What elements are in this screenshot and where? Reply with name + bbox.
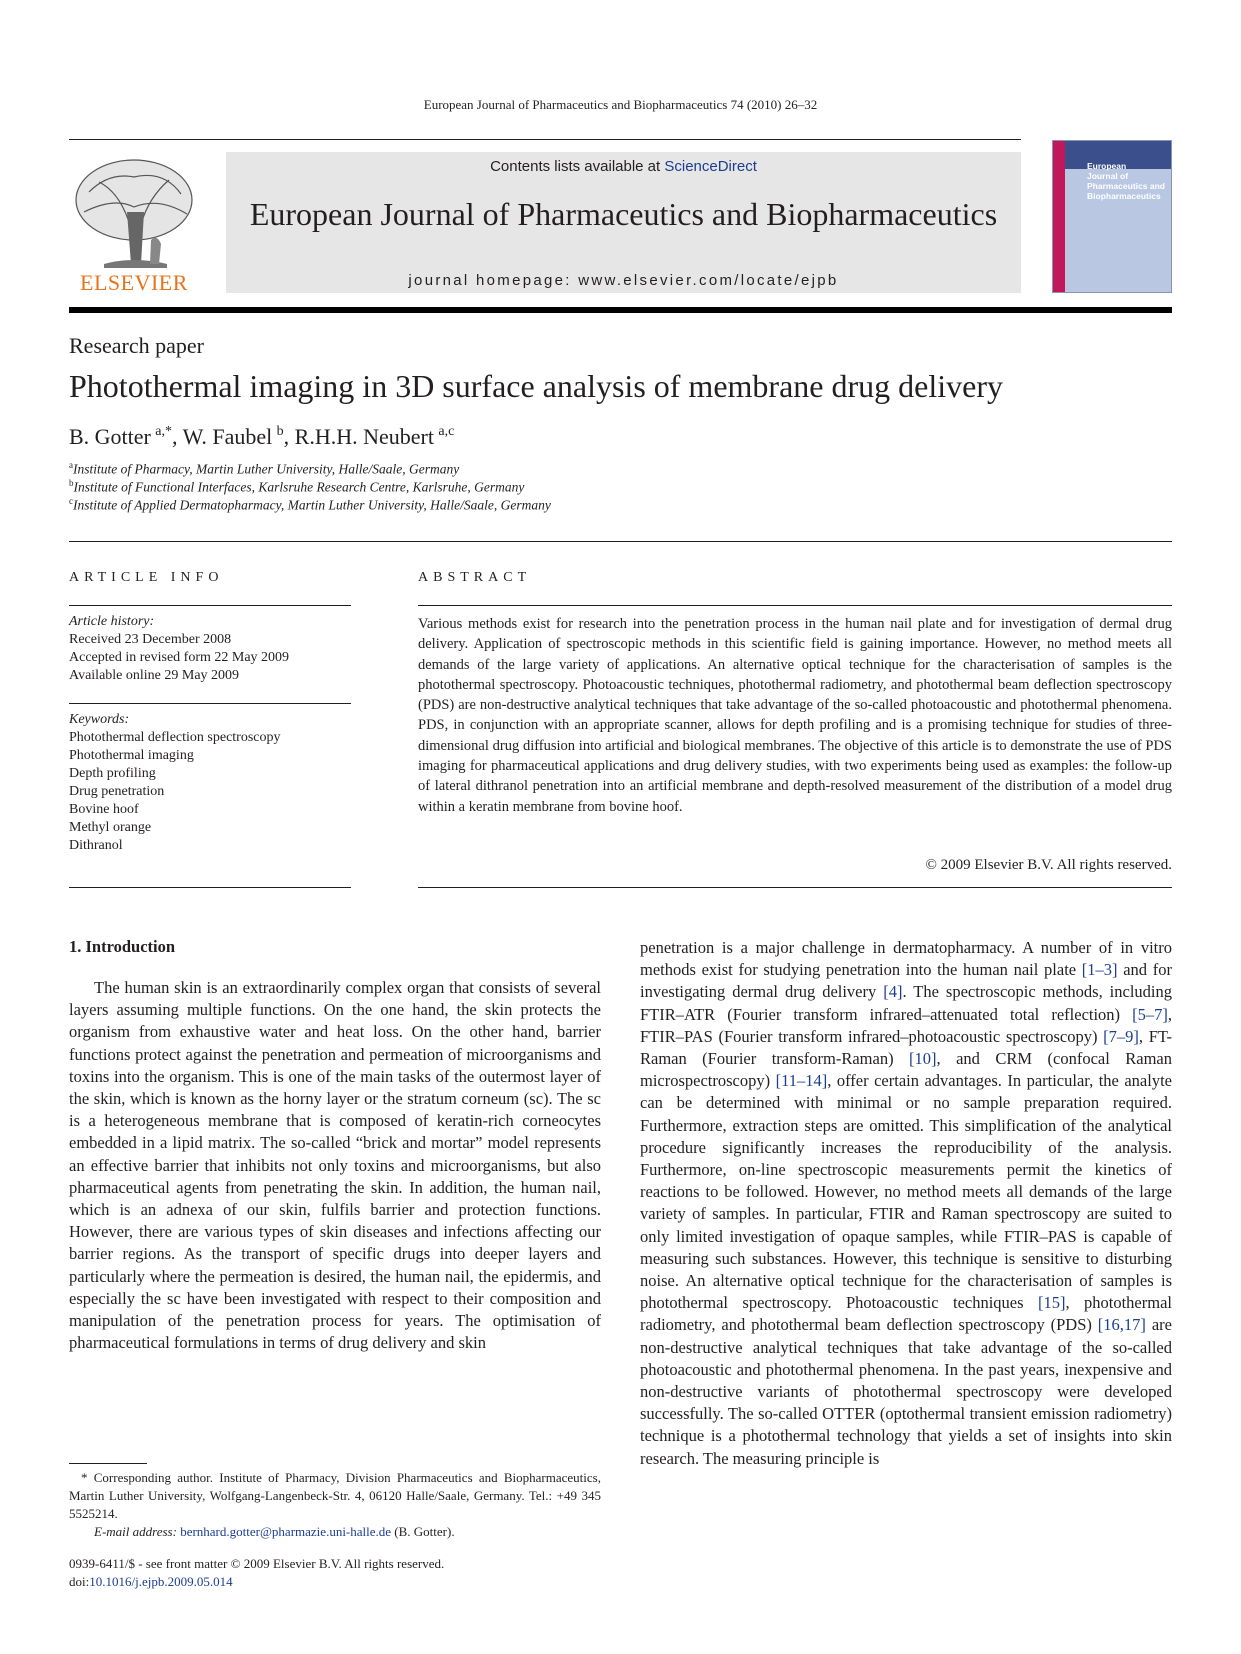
author-affiliation-marker: b [276, 424, 284, 439]
citation-link[interactable]: [16,17] [1097, 1315, 1146, 1335]
article-info-rule [69, 605, 351, 606]
author-list [69, 424, 454, 450]
elsevier-logo[interactable] [69, 152, 199, 294]
affiliation-text: Institute of Pharmacy, Martin Luther University, Halle/Saale, Germany [73, 461, 460, 477]
cover-title-line: Journal of [1087, 171, 1129, 181]
history-item: Available online 29 May 2009 [69, 668, 240, 683]
history-item: Accepted in revised form 22 May 2009 [69, 650, 290, 665]
front-matter [69, 1555, 444, 1591]
journal-banner [226, 152, 1021, 293]
journal-name: European Journal of Pharmaceutics and Biopharmaceutics [249, 196, 998, 232]
author-affiliation-marker: a,c [438, 424, 455, 439]
homepage-prefix: journal homepage: [408, 272, 579, 289]
email-suffix: (B. Gotter). [391, 1524, 455, 1539]
body-text: and for investigating dermal drug delivery [640, 960, 1172, 1002]
top-rule [69, 139, 1021, 140]
history-item: Received 23 December 2008 [69, 632, 232, 647]
abstract-bottom-rule [418, 887, 1172, 888]
email-link[interactable]: bernhard.gotter@pharmazie.uni-halle.de [180, 1524, 392, 1539]
body-column-left: The human skin is an extraordinarily complex organ that consists of several layers assuming multiple functions. On the one hand, the skin protects the organism from exhaustive water and heat loss. On the other hand, barrier functions protect against the penetration and permeation of microorganisms and toxins into the organism. This is one of the main tasks of the outermost layer of the skin, which is known as the horny layer or the stratum corneum (sc). The sc is a heterogeneous membrane that is composed of keratin-rich corneocytes embedded in a lipid matrix. The so-called “brick and mortar” model represents an effective barrier that inhibits not only toxins and microorganisms, but also pharmaceutical agents from penetrating the skin. In addition, the human nail, which is an adnexa of our skin, fulfils barrier and protection functions. However, there are various types of skin diseases and infections affecting our barrier regions. As the transport of specific drugs into deeper layers and particularly where the permeation is desired, the human nail, the epidermis, and especially the sc have been investigated with respect to their composition and manipulation of the penetration process for years. The optimisation of pharmaceutical formulations in terms of drug delivery and skin [69, 978, 601, 1353]
doi-link[interactable]: 10.1016/j.ejpb.2009.05.014 [89, 1574, 233, 1589]
elsevier-wordmark: ELSEVIER [80, 270, 188, 295]
affiliation [69, 478, 524, 496]
keyword: Methyl orange [69, 820, 152, 835]
citation-link[interactable]: [11–14] [775, 1071, 828, 1091]
body-text: , FT-Raman (Fourier transform-Raman) [640, 1026, 1172, 1069]
header-thick-rule [69, 307, 1172, 313]
affiliation-rule [69, 541, 1172, 542]
email-label: E-mail address: [94, 1524, 181, 1539]
abstract-heading: ABSTRACT [418, 570, 532, 585]
cover-stripe [1053, 141, 1065, 293]
citation-link[interactable]: [5–7] [1132, 1004, 1168, 1024]
citation-link[interactable]: [15] [1037, 1293, 1066, 1313]
body-text: , offer certain advantages. In particular, the analyte can be determined with minimal or no sample preparation required. Furthermore, extraction steps are omitted. This simplification of the analytical procedure significantly increases the reproducibility of the analysis. Furthermore, on-line spectroscopic measurements permit the kinetics of reactions to be followed. However, no method meets all demands of the large variety of samples. In particular, FTIR and Raman spectroscopy are suited to only limited investigation of opaque samples, while FTIR–PAS is capable of measuring such substances. However, this technique is sensitive to disturbing noise. An alternative optical technique for the characterisation of samples is photothermal spectroscopy. Photoacoustic techniques [640, 1071, 1172, 1313]
cover-title [1087, 161, 1171, 201]
author-name[interactable]: W. Faubel [182, 424, 273, 449]
footnote [69, 1469, 601, 1541]
contents-prefix: Contents lists available at [490, 158, 665, 175]
keywords-label: Keywords: [69, 712, 130, 727]
citation-link[interactable]: [1–3] [1081, 960, 1118, 980]
keyword: Drug penetration [69, 784, 165, 799]
cover-title-line: European [1087, 161, 1127, 171]
contents-line [226, 158, 1021, 175]
section-heading: 1. Introduction [69, 937, 176, 956]
running-head: European Journal of Pharmaceutics and Biopharmaceutics 74 (2010) 26–32 [423, 97, 818, 112]
footnote-marker: * [81, 1470, 88, 1485]
affiliation-text: Institute of Functional Interfaces, Karlsruhe Research Centre, Karlsruhe, Germany [73, 479, 525, 495]
body-text: , photothermal radiometry, and photothermal beam deflection spectroscopy (PDS) [640, 1293, 1172, 1335]
article-history [69, 613, 289, 685]
body-text: . The spectroscopic methods, including FTIR–ATR (Fourier transform infrared–attenuated total reflection) [640, 982, 1172, 1024]
citation-link[interactable]: [7–9] [1103, 1026, 1139, 1046]
body-text: are non-destructive analytical techniques that take advantage of the so-called photoacoustic and photothermal phenomena. In the past years, inexpensive and non-destructive variants of photothermal spectroscopy were developed successfully. The so-called OTTER (optothermal transient emission radiometry) technique is a photothermal technology that yields a set of insights into skin research. The measuring principle is [640, 1315, 1172, 1468]
paper-title: Photothermal imaging in 3D surface analysis of membrane drug delivery [69, 368, 1003, 404]
keywords-rule [69, 703, 351, 704]
body-text: , and CRM (confocal Raman microspectroscopy) [640, 1049, 1172, 1091]
body-text: penetration is a major challenge in dermatopharmacy. A number of in vitro methods exist for studying penetration into the human nail plate [640, 938, 1172, 980]
citation-link[interactable]: [10] [909, 1049, 937, 1069]
affiliation [69, 496, 551, 514]
footnote-rule [69, 1463, 147, 1464]
article-type: Research paper [69, 333, 204, 358]
homepage-link[interactable]: www.elsevier.com/locate/ejpb [578, 272, 839, 289]
author-separator: , [172, 424, 183, 449]
author-affiliation-marker: a,* [155, 424, 173, 439]
keyword: Dithranol [69, 838, 123, 853]
doi-prefix: doi: [69, 1574, 90, 1589]
abstract-text: Various methods exist for research into the penetration process in the human nail plate and for investigation of dermal drug delivery. Application of spectroscopic methods in this scientific field is gaining importance. However, no method meets all demands of the large variety of applications. An alternative optical technique for the characterisation of samples is the photothermal spectroscopy. Photoacoustic techniques, photothermal radiometry, and photothermal beam deflection spectroscopy (PDS) are non-destructive analytical techniques that take advantage of the so-called photoacoustic and photothermal phenomena. PDS, in conjunction with an appropriate scanner, allows for depth profiling and is a promising technique for studies of three-dimensional drug diffusion into artificial and biological membranes. The objective of this article is to demonstrate the use of PDS imaging for pharmaceutical applications and drug delivery studies, with two experiments being used as examples: the follow-up of lateral dithranol penetration into an artificial membrane and depth-resolved measurement of the distribution of a model drug within a keratin membrane from bovine hoof. [418, 616, 1172, 815]
sciencedirect-link[interactable]: ScienceDirect [664, 158, 757, 175]
journal-homepage [226, 272, 1021, 289]
author-name[interactable]: R.H.H. Neubert [294, 424, 434, 449]
journal-cover-thumbnail[interactable] [1052, 140, 1172, 293]
cover-title-line: Biopharmaceutics [1087, 191, 1161, 201]
affiliation-text: Institute of Applied Dermatopharmacy, Martin Luther University, Halle/Saale, Germany [73, 497, 551, 513]
affiliation [69, 460, 459, 478]
keyword: Bovine hoof [69, 802, 139, 817]
abstract-rule [418, 605, 1172, 606]
affiliation-marker: a [69, 460, 73, 470]
article-info-heading: ARTICLE INFO [69, 570, 224, 585]
affiliation-marker: c [69, 496, 73, 506]
keyword: Photothermal deflection spectroscopy [69, 730, 281, 745]
affiliation-marker: b [69, 478, 74, 488]
citation-link[interactable]: [4] [883, 982, 903, 1002]
body-column-right [640, 937, 1172, 1470]
cover-title-line: Pharmaceutics and [1087, 181, 1165, 191]
author-name[interactable]: B. Gotter [69, 424, 151, 449]
issn-line: 0939-6411/$ - see front matter © 2009 Elsevier B.V. All rights reserved. [69, 1556, 445, 1571]
history-label: Article history: [69, 614, 155, 629]
body-text: , FTIR–PAS (Fourier transform infrared–photoacoustic spectroscopy) [640, 1004, 1172, 1046]
article-info-bottom-rule [69, 887, 351, 888]
keyword: Photothermal imaging [69, 748, 194, 763]
keywords-block [69, 711, 281, 855]
abstract-copyright: © 2009 Elsevier B.V. All rights reserved. [925, 857, 1172, 873]
keyword: Depth profiling [69, 766, 156, 781]
author-separator: , [283, 424, 295, 449]
footnote-text: Corresponding author. Institute of Pharmacy, Division Pharmaceutics and Biopharmaceutics, Martin Luther University, Wolfgang-Langenbeck-Str. 4, 06120 Halle/Saale, Germany. Tel.: +49 345 5525214. [69, 1470, 601, 1521]
